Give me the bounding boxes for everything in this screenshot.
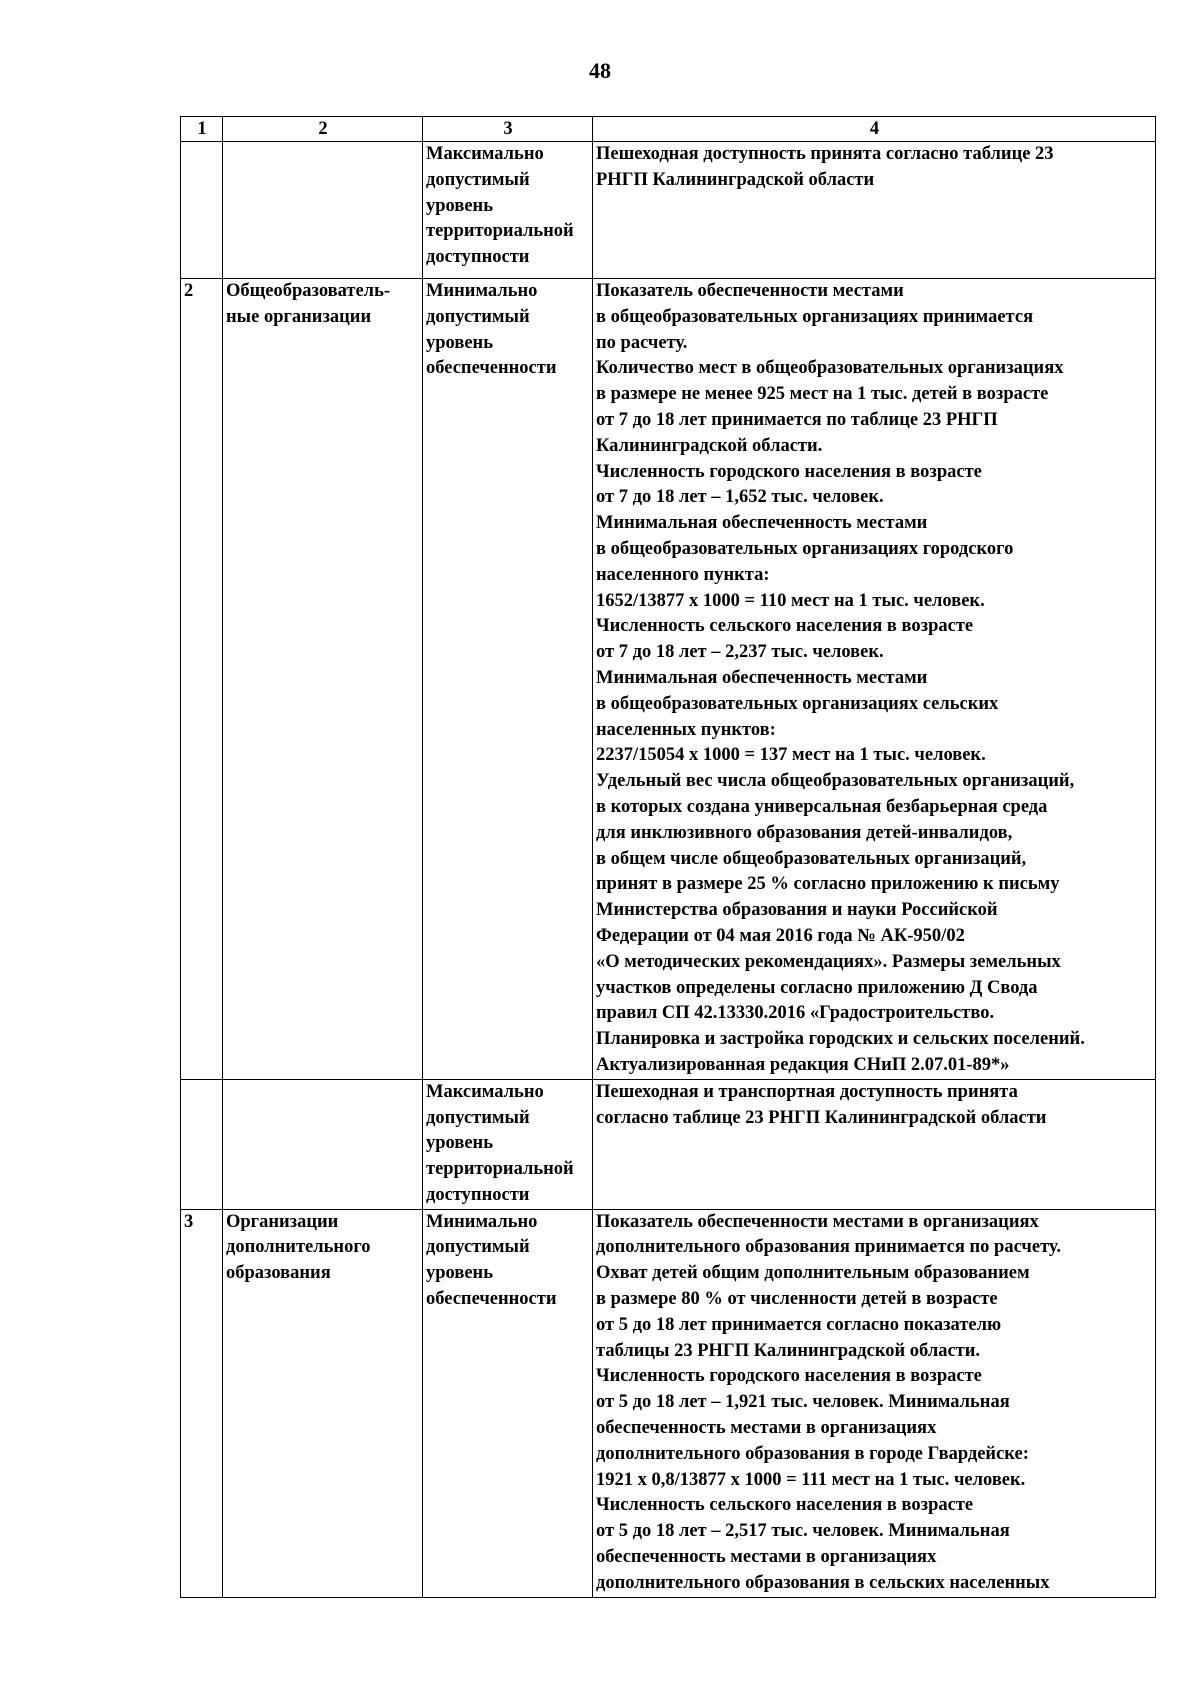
text-line: Федерации от 04 мая 2016 года № АК-950/02 — [596, 925, 965, 946]
text-line: «О методических рекомендациях». Размеры земельных — [596, 951, 1061, 972]
text-line: обеспеченности — [426, 358, 557, 379]
text-line: участков определены согласно приложению Д Свода — [596, 977, 1038, 998]
row-number-cell: 2 — [181, 279, 223, 1080]
page-number: 48 — [589, 58, 611, 83]
text-line: 1652/13877 х 1000 = 110 мест на 1 тыс. человек. — [596, 590, 985, 611]
text-line: территориальной — [426, 1159, 574, 1180]
text-line: Удельный вес числа общеобразовательных организаций, — [596, 771, 1075, 792]
text-line: Максимально — [426, 144, 544, 164]
text-line: населенных пунктов: — [596, 719, 776, 740]
indicator-cell — [423, 279, 593, 1080]
header-col-4: 4 — [593, 117, 1156, 142]
row-number-cell — [181, 1079, 223, 1209]
text-line: правил СП 42.13330.2016 «Градостроительство. — [596, 1003, 995, 1024]
text-line: образования — [226, 1263, 331, 1284]
text-line: Калининградской области. — [596, 435, 823, 456]
text-line: Показатель обеспеченности местами в организациях — [596, 1211, 1039, 1232]
text-line: допустимый — [426, 1107, 530, 1128]
text-line: от 7 до 18 лет – 2,237 тыс. человек. — [596, 642, 884, 663]
value-cell — [593, 279, 1156, 1080]
text-line: от 7 до 18 лет принимается по таблице 23 РНГП — [596, 409, 998, 430]
text-line: Пешеходная доступность принята согласно таблице 23 — [596, 144, 1054, 164]
text-line: обеспеченность местами в организациях — [596, 1418, 937, 1439]
text-line: Минимальная обеспеченность местами — [596, 667, 928, 688]
table-row — [181, 142, 1156, 279]
text-line: дополнительного образования в сельских населенных — [596, 1572, 1050, 1593]
text-line: допустимый — [426, 1237, 530, 1258]
text-line: доступности — [426, 247, 530, 268]
text-line: в размере не менее 925 мест на 1 тыс. детей в возрасте — [596, 384, 1049, 405]
header-col-1: 1 — [181, 117, 223, 142]
text-line: в общем числе общеобразовательных организаций, — [596, 848, 1027, 869]
header-col-2: 2 — [223, 117, 423, 142]
table-row — [181, 1209, 1156, 1597]
indicator-cell — [423, 1079, 593, 1209]
indicator-cell — [423, 1209, 593, 1597]
text-line: принят в размере 25 % согласно приложению к письму — [596, 874, 1060, 895]
text-line: 2237/15054 х 1000 = 137 мест на 1 тыс. человек. — [596, 745, 986, 766]
value-cell — [593, 1079, 1156, 1209]
indicator-cell — [423, 142, 593, 279]
text-line: в размере 80 % от численности детей в возрасте — [596, 1289, 998, 1310]
text-line: ные организации — [226, 306, 372, 327]
text-line: уровень — [426, 332, 493, 353]
text-line: Общеобразователь- — [226, 281, 391, 301]
text-line: Министерства образования и науки Российской — [596, 900, 998, 921]
text-line: уровень — [426, 195, 493, 216]
name-cell — [223, 1209, 423, 1597]
text-line: Пешеходная и транспортная доступность принята — [596, 1081, 1018, 1102]
text-line: от 5 до 18 лет – 2,517 тыс. человек. Минимальная — [596, 1521, 1010, 1542]
text-line: таблицы 23 РНГП Калининградской области. — [596, 1340, 981, 1361]
value-cell — [593, 142, 1156, 279]
text-line: в общеобразовательных организациях городского — [596, 538, 1014, 559]
text-line: 1921 х 0,8/13877 х 1000 = 111 мест на 1 тыс. человек. — [596, 1469, 1026, 1490]
text-line: допустимый — [426, 169, 530, 190]
text-line: Планировка и застройка городских и сельских поселений. — [596, 1029, 1085, 1050]
row-number-cell: 3 — [181, 1209, 223, 1597]
table-header-row — [181, 117, 1156, 142]
text-line: для инклюзивного образования детей-инвалидов, — [596, 822, 1013, 843]
text-line: от 7 до 18 лет – 1,652 тыс. человек. — [596, 487, 884, 508]
text-line: обеспеченности — [426, 1289, 557, 1310]
text-line: Минимально — [426, 1211, 538, 1232]
text-line: территориальной — [426, 221, 574, 242]
text-line: Количество мест в общеобразовательных организациях — [596, 358, 1064, 379]
value-cell — [593, 1209, 1156, 1597]
header-col-3: 3 — [423, 117, 593, 142]
text-line: Численность городского населения в возрасте — [596, 461, 982, 482]
text-line: Максимально — [426, 1081, 544, 1102]
text-line: Численность сельского населения в возрасте — [596, 616, 974, 637]
text-line: доступности — [426, 1184, 530, 1205]
text-line: по расчету. — [596, 332, 688, 353]
table-row — [181, 279, 1156, 1080]
name-cell — [223, 1079, 423, 1209]
text-line: дополнительного — [226, 1237, 371, 1258]
text-line: Минимально — [426, 281, 538, 301]
text-line: РНГП Калининградской области — [596, 169, 875, 190]
text-line: согласно таблице 23 РНГП Калининградской области — [596, 1107, 1047, 1128]
norms-table — [180, 116, 1156, 1598]
text-line: уровень — [426, 1133, 493, 1154]
text-line: Численность сельского населения в возрасте — [596, 1495, 974, 1516]
table-row — [181, 1079, 1156, 1209]
text-line: дополнительного образования принимается по расчету. — [596, 1237, 1061, 1258]
text-line: от 5 до 18 лет – 1,921 тыс. человек. Минимальная — [596, 1392, 1010, 1413]
text-line: обеспеченность местами в организациях — [596, 1547, 937, 1568]
text-line: Минимальная обеспеченность местами — [596, 513, 928, 534]
text-line: в общеобразовательных организациях принимается — [596, 306, 1034, 327]
text-line: в которых создана универсальная безбарьерная среда — [596, 796, 1048, 817]
text-line: Организации — [226, 1211, 339, 1232]
text-line: Актуализированная редакция СНиП 2.07.01-89*» — [596, 1054, 1010, 1075]
text-line: Численность городского населения в возрасте — [596, 1366, 982, 1387]
text-line: Показатель обеспеченности местами — [596, 281, 904, 301]
text-line: в общеобразовательных организациях сельских — [596, 693, 999, 714]
name-cell — [223, 142, 423, 279]
text-line: допустимый — [426, 306, 530, 327]
text-line: уровень — [426, 1263, 493, 1284]
row-number-cell — [181, 142, 223, 279]
name-cell — [223, 279, 423, 1080]
text-line: от 5 до 18 лет принимается согласно показателю — [596, 1314, 1002, 1335]
text-line: дополнительного образования в городе Гвардейске: — [596, 1443, 1029, 1464]
text-line: населенного пункта: — [596, 564, 770, 585]
text-line: Охват детей общим дополнительным образованием — [596, 1263, 1030, 1284]
